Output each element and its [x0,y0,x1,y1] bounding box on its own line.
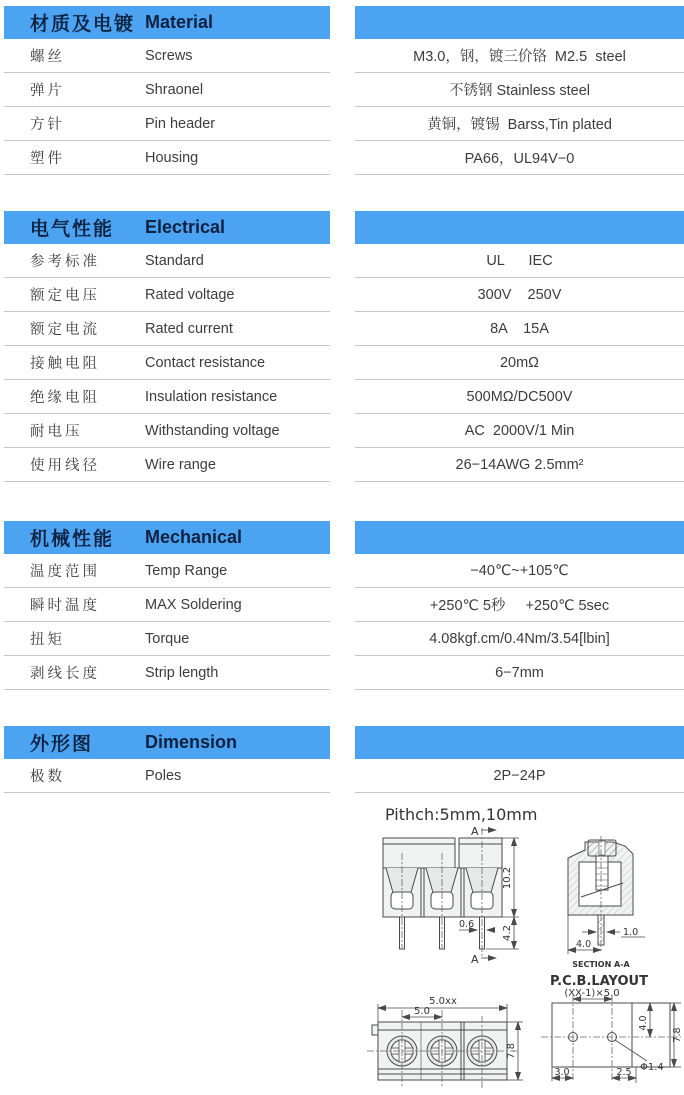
spec-row [4,141,330,175]
spec-label-en: Rated voltage [145,286,235,303]
front-dim-pin-width: 0.6 [459,919,475,930]
spec-value: 500MΩ/DC500V [355,380,684,414]
spec-value: 2P−24P [355,759,684,793]
spec-label-cn: 弹片 [30,83,65,99]
material-labels [4,6,330,175]
mechanical-header [4,521,330,554]
mechanical-title-cn: 机械性能 [30,529,115,550]
spec-label-en: Pin header [145,115,216,132]
spec-label-cn: 参考标准 [30,254,100,270]
spec-row [4,39,330,73]
spec-label-cn: 温度范围 [30,564,100,580]
spec-label-en: Housing [145,149,199,166]
spec-value: AC 2000V/1 Min [355,414,684,448]
spec-label-cn: 耐电压 [30,424,83,440]
spec-label-en: Rated current [145,320,233,337]
spec-label-cn: 扭矩 [30,632,65,648]
spec-value: 300V 250V [355,278,684,312]
spec-row [4,278,330,312]
spec-value: M3.0，钢，镀三价铬 M2.5 steel [355,39,684,73]
pcb-dim-height: 7.8 [672,1027,683,1043]
spec-label-cn: 塑件 [30,151,65,167]
spec-label-en: MAX Soldering [145,596,242,613]
electrical-values [355,211,684,482]
pcb-pitch-formula: (XX-1)×5.0 [564,988,620,999]
spec-label-cn: 额定电压 [30,288,100,304]
spec-row [4,312,330,346]
dimension-title-cn: 外形图 [30,734,94,755]
front-dim-pin-length: 4.2 [502,925,513,941]
side-dim-depth: 4.0 [576,939,592,950]
spec-value: 不锈钢 Stainless steel [355,73,684,107]
spec-value: UL IEC [355,244,684,278]
top-dim-height: 7.8 [506,1043,517,1059]
spec-label-en: Poles [145,767,182,784]
dimension-drawing [355,798,684,1095]
pcb-title: P.C.B.LAYOUT [550,974,648,989]
spec-label-cn: 瞬时温度 [30,598,100,614]
section-marker-top: A [471,825,479,838]
mechanical-labels [4,521,330,690]
spec-label-en: Shraonel [145,81,204,98]
spec-row [4,73,330,107]
spec-label-en: Temp Range [145,562,228,579]
spec-label-en: Strip length [145,664,219,681]
spec-label-en: Withstanding voltage [145,422,280,439]
spec-value: 20mΩ [355,346,684,380]
material-header [4,6,330,39]
spec-row [4,656,330,690]
spec-label-cn: 剥线长度 [30,666,100,682]
spec-value: −40℃~+105℃ [355,554,684,588]
electrical-header-bar [355,211,684,244]
electrical-title-en: Electrical [145,217,226,237]
pitch-label: Pithch:5mm,10mm [385,805,538,824]
electrical-title-cn: 电气性能 [30,219,115,240]
pcb-dim-left: 3.0 [554,1067,570,1078]
side-dim-pin-width: 1.0 [623,927,639,938]
spec-row [4,244,330,278]
pcb-layout [541,974,683,1083]
material-title-cn: 材质及电镀 [30,14,136,35]
mechanical-values [355,521,684,690]
spec-value: PA66，UL94V−0 [355,141,684,175]
section-marker-bottom: A [471,953,479,966]
material-header-bar [355,6,684,39]
spec-row [4,759,330,793]
spec-value: 黄铜，镀锡 Barss,Tin plated [355,107,684,141]
top-view [367,996,523,1088]
section-caption: SECTION A-A [572,960,630,969]
spec-value: +250℃ 5秒 +250℃ 5sec [355,588,684,622]
top-dim-pitch: 5.0 [414,1006,430,1017]
front-view [383,825,519,966]
mechanical-header-bar [355,521,684,554]
dimension-labels [4,726,330,793]
spec-row [4,414,330,448]
spec-value: 8A 15A [355,312,684,346]
material-title-en: Material [145,12,214,32]
spec-label-en: Standard [145,252,204,269]
spec-label-en: Torque [145,630,190,647]
material-values [355,6,684,175]
mechanical-title-en: Mechanical [145,527,243,547]
pcb-dim-top: 4.0 [638,1015,649,1031]
electrical-labels [4,211,330,482]
spec-value: 26−14AWG 2.5mm² [355,448,684,482]
spec-row [4,346,330,380]
spec-value: 6−7mm [355,656,684,690]
spec-label-en: Screws [145,47,193,64]
spec-row [4,107,330,141]
spec-label-cn: 螺丝 [30,49,65,65]
spec-label-cn: 使用线径 [30,458,100,474]
spec-label-en: Contact resistance [145,354,266,371]
spec-label-cn: 极数 [30,769,65,785]
spec-row [4,554,330,588]
front-dim-height: 10.2 [502,866,513,890]
spec-label-en: Wire range [145,456,216,473]
pcb-hole-diameter: Φ1.4 [640,1062,664,1073]
dimension-values [355,726,684,793]
spec-row [4,588,330,622]
spec-label-cn: 额定电流 [30,322,100,338]
dimension-title-en: Dimension [145,732,238,752]
electrical-header [4,211,330,244]
dimension-header-bar [355,726,684,759]
pcb-dim-right: 2.5 [616,1067,632,1078]
dimension-header [4,726,330,759]
spec-label-en: Insulation resistance [145,388,278,405]
spec-row [4,380,330,414]
side-section-view [568,836,645,969]
spec-row [4,448,330,482]
spec-label-cn: 方针 [30,117,65,133]
spec-label-cn: 接触电阻 [30,356,100,372]
spec-row [4,622,330,656]
top-dim-overall: 5.0xx [429,996,457,1007]
spec-label-cn: 绝缘电阻 [30,390,100,406]
spec-value: 4.08kgf.cm/0.4Nm/3.54[lbin] [355,622,684,656]
